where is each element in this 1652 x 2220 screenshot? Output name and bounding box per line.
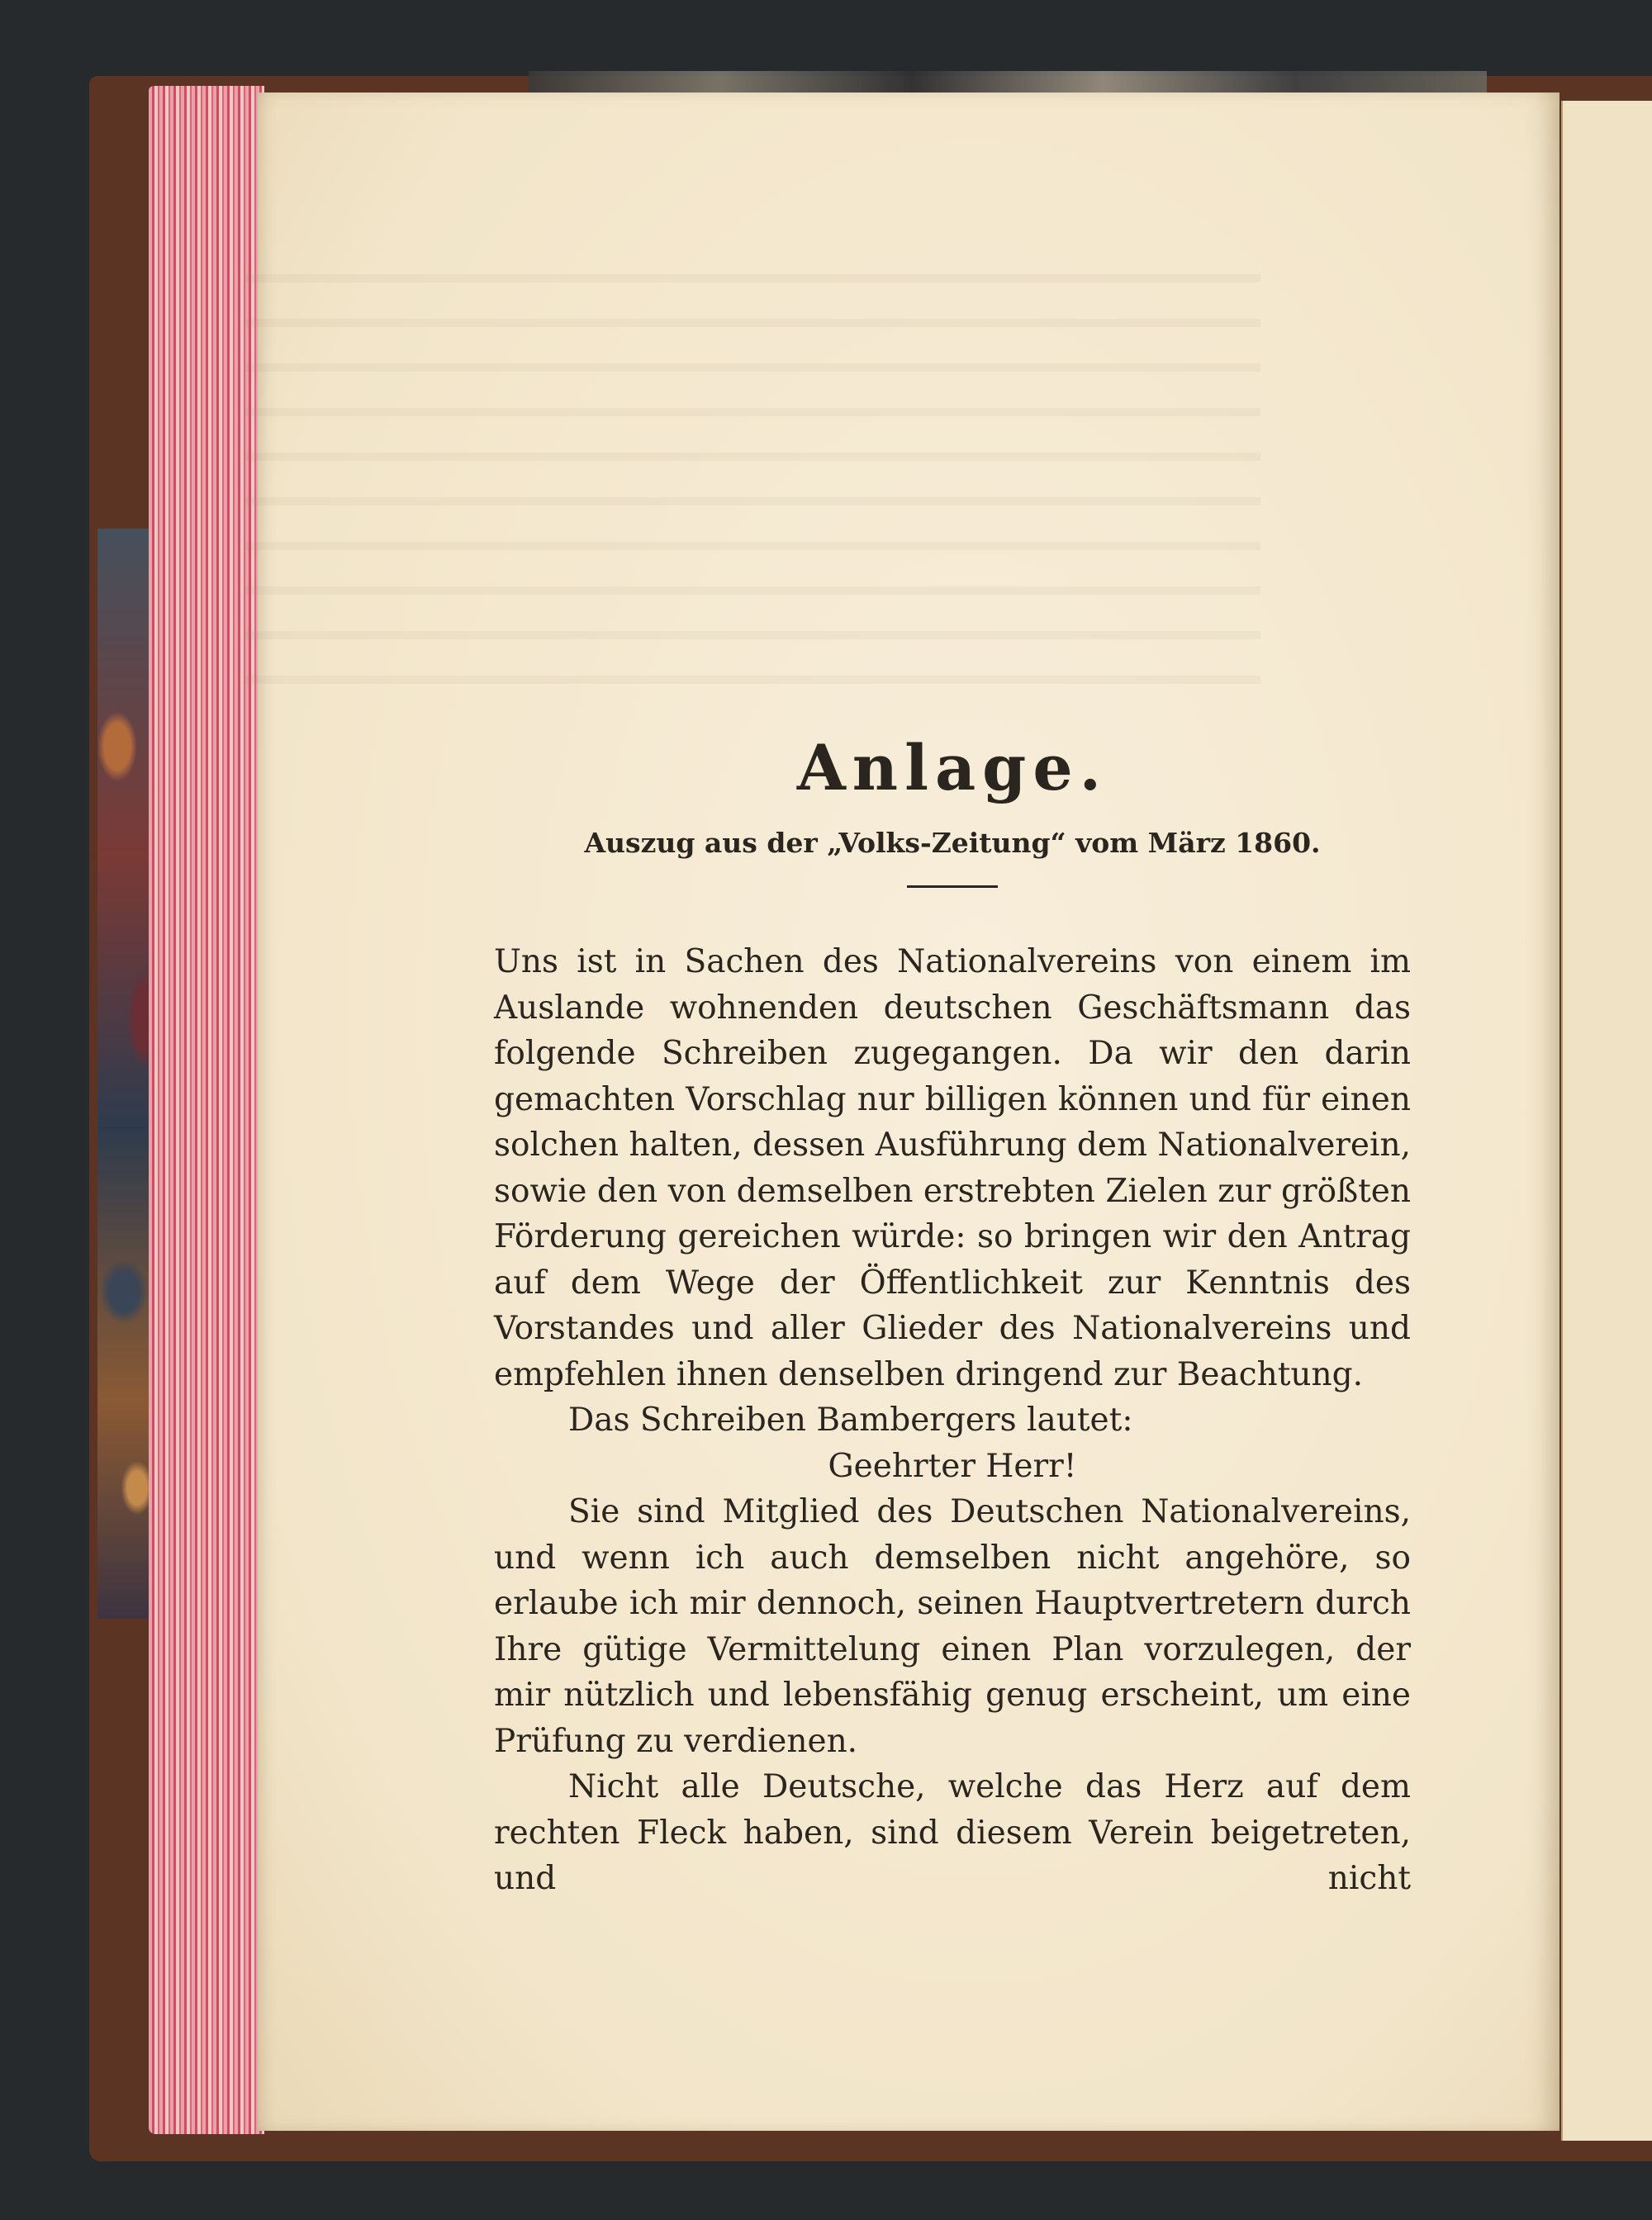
paragraph-intro: Uns ist in Sachen des Nationalvereins von einem im Auslande wohnenden deutschen Geschäftsmann das folgende Schreiben zugegangen. Da wir den darin gemachten Vorschlag nur billigen können und für einen solchen halten, dessen Ausführung dem Nationalverein, sowie den von demselben erstrebten Zielen zur größten Förderung gereichen würde: so bringen wir den Antrag auf dem Wege der Öffentlichkeit zur Kenntnis des Vorstandes und aller Glieder des Nationalvereins und empfehlen ihnen denselben dringend zur Beachtung. (494, 943, 1411, 1393)
page-text (494, 727, 1411, 1902)
page-subtitle: Auszug aus der „Volks-Zeitung“ vom März 1860. (584, 827, 1321, 859)
paragraph-letter-intro: Das Schreiben Bambergers lautet: (568, 1402, 1133, 1439)
show-through-text (244, 240, 1260, 702)
next-page-edge (1561, 101, 1652, 2141)
title-rule (907, 885, 998, 888)
page-title: Anlage. (796, 731, 1108, 804)
letter-salutation: Geehrter Herr! (828, 1447, 1077, 1485)
paragraph-letter-continued: Nicht alle Deutsche, welche das Herz auf dem rechten Fleck haben, sind diesem Verein beigetreten, und nicht (494, 1768, 1411, 1897)
paragraph-letter-body: Sie sind Mitglied des Deutschen Nationalvereins, und wenn ich auch demselben nicht angehöre, so erlaube ich mir dennoch, seinen Hauptvertretern durch Ihre gütige Vermittelung einen Plan vorzulegen, der mir nützlich und lebensfähig genug erscheint, um eine Prüfung zu verdienen. (494, 1493, 1411, 1760)
